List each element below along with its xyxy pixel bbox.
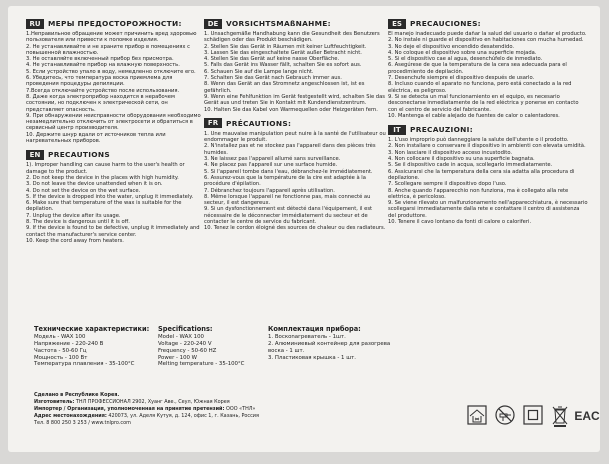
it-section xyxy=(388,124,588,225)
en-section xyxy=(26,149,206,244)
spec-line: Мощность - 100 Вт xyxy=(34,354,88,361)
en-item: 8. The device is dangerous until it is off. xyxy=(26,219,130,226)
made-in: Сделано в Республике Корея. xyxy=(34,392,120,398)
es-item: El manejo inadecuado puede dañar la salud del usuario o dañar el producto. xyxy=(388,31,587,37)
ru-item: 9. При обнаружении неисправности оборудования необходимо незамедлительно отключить от электросети и обратиться в сервисный центр производителя. xyxy=(26,112,201,132)
en-title: PRECAUTIONS xyxy=(48,150,110,160)
fr-title: PRÉCAUTIONS: xyxy=(226,118,292,128)
fr-item: 8. Même lorsque l'appareil ne fonctionne pas, mais connecté au secteur, il est dangereux. xyxy=(204,193,371,207)
de-item: 7. Schalten Sie das Gerät nach Gebrauch immer aus. xyxy=(204,75,342,82)
en-header xyxy=(26,149,206,160)
column-left xyxy=(26,18,206,249)
spec-line: Melting temperature - 35-100°C xyxy=(158,361,245,368)
no-hair-dryer-icon xyxy=(494,404,516,426)
de-item: 10. Halten Sie das Kabel von Warmequellen oder Heizgeräten fern. xyxy=(204,106,378,113)
de-title: VORSICHTSMAßNAHME: xyxy=(226,19,331,28)
address-value: 420073, ул. Аделя Кутуя, д. 124, офис 1, г. Казань, Россия xyxy=(106,413,259,419)
es-item: 5. Si el dispositivo cae al agua, desenchúfelo de inmediato. xyxy=(388,56,543,63)
eac-mark-text: EAC xyxy=(574,409,600,423)
fr-item: 2. N'installez pas et ne stockez pas l'appareil dans des pièces très humides. xyxy=(204,143,376,156)
it-item: 9. Se viene rilevato un malfunzionamento nell'apparecchiatura, è necessario scollegarsi immediatamente dalla rete e contattare il centro di assistenza del produttore. xyxy=(388,200,588,219)
fr-item: 5. Si l'appareil tombe dans l'eau, débranchez-le immédiatement. xyxy=(204,168,373,175)
ru-section xyxy=(26,18,206,144)
ru-list xyxy=(26,31,206,144)
es-item: 4. No coloque el dispositivo sobre una superficie mojada. xyxy=(388,49,537,56)
es-header xyxy=(388,18,588,29)
column-right xyxy=(388,18,588,230)
en-item: 10. Keep the cord away from heaters. xyxy=(26,237,124,244)
es-code-badge: ES xyxy=(388,19,406,29)
manufacturer-info xyxy=(34,392,424,427)
en-item: 1). Improper handling can cause harm to the user's health or damage to the product. xyxy=(26,162,185,175)
kit-line: 3. Пластиковая крышка - 1 шт. xyxy=(268,354,356,361)
kit-line: 2. Алюминиевый контейнер для разогрева воска - 1 шт. xyxy=(268,340,391,354)
kit-contents xyxy=(268,326,398,361)
es-item: 6. Asegúrese de que la temperatura de la cera sea adecuada para el procedimiento de depilación. xyxy=(388,62,567,75)
fr-item: 4. Ne placez pas l'appareil sur une surface humide. xyxy=(204,162,338,169)
specs-en xyxy=(158,326,263,368)
instruction-sheet xyxy=(8,6,600,452)
kit-line: 1. Воскоnагреватель - 1шт. xyxy=(268,333,346,340)
en-item: 7. Unplug the device after its usage. xyxy=(26,212,121,219)
ru-item: 7.Всегда отключайте устройство после использования. xyxy=(26,87,180,94)
importer-value: ООО «ТНЛ» xyxy=(224,406,256,412)
es-list xyxy=(388,31,588,119)
es-section xyxy=(388,18,588,119)
fr-item: 3. Ne laissez pas l'appareil allumé sans surveillance. xyxy=(204,156,341,163)
weee-bin-icon xyxy=(550,404,570,428)
fr-item: 9. Si un dysfonctionnement est détecté dans l'équipement, il est nécessaire de le déconnecter immédiatement du secteur et de contacter le centre de service du fabricant. xyxy=(204,206,373,226)
contact-line: Тел. 8 800 250 3 253 / www.tnlpro.com xyxy=(34,420,131,426)
de-list xyxy=(204,31,386,113)
en-item: 9. If the device is found to be defective, unplug it immediately and contact the manufacturer's service center. xyxy=(26,225,200,238)
ru-item: 10. Держите шнур вдали от источников тепла или нагревательных приборов. xyxy=(26,131,166,145)
ru-item: 6. Убедитесь, что температура воска приемлема для проведения процедуры депиляции. xyxy=(26,75,173,88)
es-item: 8. Incluso cuando el aparato no funciona, pero está conectado a la red eléctrica, es peligroso. xyxy=(388,81,572,94)
class-ii-icon xyxy=(522,404,544,426)
de-item: 2. Stellen Sie das Gerät in Räumen mit keiner Luftfeuchtigkeit. xyxy=(204,43,367,50)
en-code-badge: EN xyxy=(26,150,44,160)
spec-line: Температура плавления - 35-100°С xyxy=(34,361,135,368)
es-item: 2. No instale ni guarde el dispositivo en habitaciones con mucha humedad. xyxy=(388,37,584,44)
de-item: 8. Wenn das Gerät an das Stromnetz angeschlossen ist, ist es gefährlich. xyxy=(204,81,365,94)
certification-icons xyxy=(466,404,601,432)
spec-line: Model - WAX 100 xyxy=(158,333,204,340)
ru-item: 3. Не оставляйте включенный прибор без присмотра. xyxy=(26,56,174,63)
ru-code-badge: RU xyxy=(26,19,44,29)
ru-item: 2. Не устанавливайте и не храните прибор в помещениях с повышенной влажностью. xyxy=(26,43,190,56)
es-item: 9. Si se detecta un mal funcionamiento en el equipo, es necesario desconectarse inmediatamente de la red eléctrica y ponerse en contacto con el centro de servicio del fabricante. xyxy=(388,93,579,113)
it-item: 5. Se il dispositivo cade in acqua, scollegarlo immediatamente. xyxy=(388,162,553,169)
it-item: 1. L'uso improprio può danneggiare la salute dell'utente o il prodotto. xyxy=(388,137,569,144)
de-item: 3. Lassen Sie das eingeschaltete Gerät außer Betracht nicht. xyxy=(204,49,362,56)
de-item: 9. Wenn eine Fehlfunktion im Gerät festgestellt wird, schalten Sie das Gerät aus und treten Sie in Kontakt mit Kundendienstzentrum. xyxy=(204,93,385,107)
ru-item: 5. Если устройство упало в воду, немедленно отключите его. xyxy=(26,68,196,75)
en-list xyxy=(26,162,206,244)
it-title: PRECAUZIONI: xyxy=(410,125,473,135)
fr-item: 10. Tenez le cordon éloigné des sources de chaleur ou des radiateurs. xyxy=(204,225,386,232)
it-code-badge: IT xyxy=(388,125,406,135)
fr-item: 6. Assurez-vous que la température de la cire est adaptée à la procédure d'épilation. xyxy=(204,174,366,188)
ru-item: 1.Неправильное обращение может причинить вред здоровью пользователя или привести к поломке изделия. xyxy=(26,31,197,44)
es-item: 10. Mantenga el cable alejado de fuentes de calor o calentadores. xyxy=(388,112,560,119)
specs-ru xyxy=(34,326,159,368)
spec-line: Voltage - 220-240 V xyxy=(158,340,212,347)
specs-ru-title: Технические характеристики: xyxy=(34,325,150,333)
fr-item: 1. Une mauvaise manipulation peut nuire à la santé de l'utilisateur ou endommager le produit. xyxy=(204,130,386,144)
de-item: 6. Schauen Sie auf die Lampe lange nicht. xyxy=(204,68,314,75)
fr-header xyxy=(204,118,386,129)
ru-item: 8. Даже когда электроприбор находится в нерабочем состоянии, но подключен к электрической сети, он представляет опасность. xyxy=(26,93,175,113)
it-item: 4. Non collocare il dispositivo su una superficie bagnata. xyxy=(388,156,535,163)
de-code-badge: DE xyxy=(204,19,222,29)
importer-label: Импортер / Организация, уполномоченная на принятие претензий: xyxy=(34,406,225,412)
it-header xyxy=(388,124,588,135)
spec-line: Модель - WAX 100 xyxy=(34,333,86,340)
es-item: 7. Desenchufe siempre el dispositivo después de usarlo. xyxy=(388,75,535,82)
it-item: 6. Assicurarsi che la temperatura della cera sia adatta alla procedura di depilazione. xyxy=(388,168,575,181)
spec-line: Power - 100 W xyxy=(158,354,198,361)
en-item: 5. If the device is dropped into the water, unplug it immediately. xyxy=(26,193,194,200)
address-label: Адрес местонахождения: xyxy=(34,413,107,419)
en-item: 6. Make sure that temperature of the wax is suitable for the depilation. xyxy=(26,200,182,213)
de-item: 1. Unsachgemäße Handhabung kann die Gesundheit des Benutzers schädigen oder das Produkt beschädigen. xyxy=(204,31,380,44)
maker-label: Изготовитель: xyxy=(34,399,75,405)
spec-line: Частота - 50-60 Гц xyxy=(34,347,87,354)
fragile-box-icon xyxy=(466,404,488,426)
column-middle xyxy=(204,18,386,237)
spec-line: Frequency - 50-60 HZ xyxy=(158,347,217,354)
it-item: 8. Anche quando l'apparecchio non funziona, ma è collegato alla rete elettrica, è pericoloso. xyxy=(388,187,569,200)
fr-code-badge: FR xyxy=(204,118,222,128)
it-list xyxy=(388,137,588,225)
fr-section xyxy=(204,118,386,232)
specs-en-title: Specifications: xyxy=(158,325,213,333)
ru-item: 4. Не устанавливайте прибор на влажную поверхность. xyxy=(26,62,180,69)
it-item: 3. Non lasciare il dispositivo acceso incustodito. xyxy=(388,149,513,156)
fr-list xyxy=(204,131,386,232)
en-item: 3. Do not leave the device unattended when it is on. xyxy=(26,181,163,188)
es-title: PRECAUCIONES: xyxy=(410,19,481,28)
maker-value: ТНЛ ПРОФЕССИОНАЛ 2902, Хуанг Аве., Сеул, Южная Корея xyxy=(74,399,230,405)
en-item: 4. Do not set the device on the wet surface. xyxy=(26,187,141,194)
de-item: 4. Stellen Sie das Gerät auf keine nasse Oberfläche. xyxy=(204,56,340,63)
kit-title: Комплектация прибора: xyxy=(268,325,361,333)
it-item: 7. Scollegare sempre il dispositivo dopo l'uso. xyxy=(388,181,507,188)
spec-line: Напряжение - 220-240 В xyxy=(34,340,104,347)
it-item: 2. Non installare o conservare il dispositivo in ambienti con elevata umidità. xyxy=(388,143,586,150)
en-item: 2. Do not keep the device in the places with high humidity. xyxy=(26,174,179,181)
es-item: 3. No deje el dispositivo encendido desatendido. xyxy=(388,43,515,50)
ru-header xyxy=(26,18,206,29)
ru-title: МЕРЫ ПРЕДОСТОРОЖНОСТИ: xyxy=(48,19,182,28)
it-item: 10. Tenere il cavo lontano da fonti di calore o caloriferi. xyxy=(388,219,532,226)
de-section xyxy=(204,18,386,113)
eac-mark-icon xyxy=(574,404,600,426)
de-item: 5. Falls das Gerät ins Wasser fällt, schalten Sie es sofort aus. xyxy=(204,62,362,69)
fr-item: 7. Débranchez toujours l'appareil après utilisation. xyxy=(204,187,335,194)
de-header xyxy=(204,18,386,29)
